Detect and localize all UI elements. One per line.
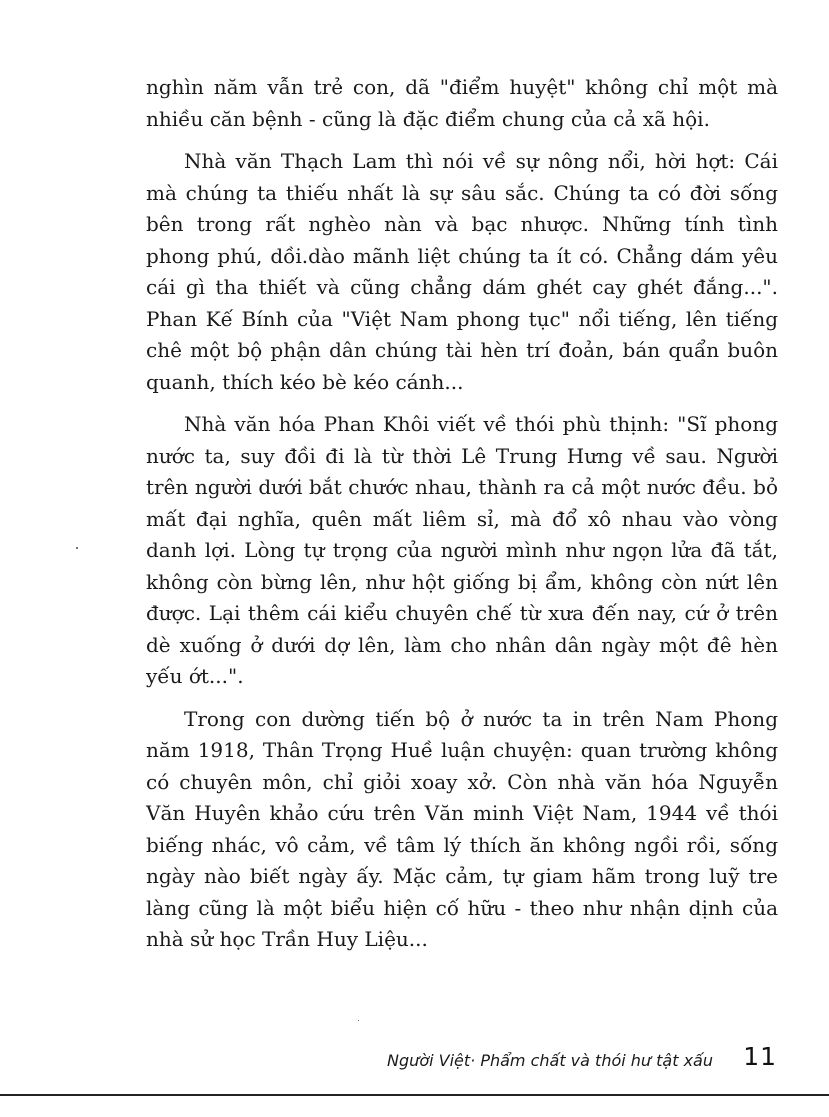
running-title: Người Việt· Phẩm chất và thói hư tật xấu <box>387 1051 713 1070</box>
page-number: 11 <box>743 1042 777 1071</box>
print-speck <box>358 1020 359 1021</box>
paragraph-2: Nhà văn Thạch Lam thì nói về sự nông nổi, hời hợt: Cái mà chúng ta thiếu nhất là sự sâu sắc. Chúng ta có đời sống bên trong rất nghèo nàn và bạc nhược. Những tính tình phong phú, dồi.dào mãnh liệt chúng ta ít có. Chẳng dám yêu cái gì tha thiết và cũng chẳng dám ghét cay ghét đắng...". Phan Kế Bính của "Việt Nam phong tục" nổi tiếng, lên tiếng chê một bộ phận dân chúng tài hèn trí đoản, bán quẩn buôn quanh, thích kéo bè kéo cánh... <box>146 149 778 394</box>
paragraph-4: Trong con dường tiến bộ ở nước ta in trên Nam Phong năm 1918, Thân Trọng Huề luận chuyện: quan trường không có chuyên môn, chỉ giỏi xoay xở. Còn nhà văn hóa Nguyễn Văn Huyên khảo cứu trên Văn minh Việt Nam, 1944 về thói biếng nhác, vô cảm, về tâm lý thích ăn không ngồi rồi, sống ngày nào biết ngày ấy. Mặc cảm, tự giam hãm trong luỹ tre làng cũng là một biểu hiện cố hữu - theo như nhận dịnh của nhà sử học Trần Huy Liệu... <box>146 706 778 951</box>
print-speck <box>76 547 78 549</box>
body-text <box>146 72 778 967</box>
paragraph-3: Nhà văn hóa Phan Khôi viết về thói phù thịnh: "Sĩ phong nước ta, suy đồi đi là từ thời Lê Trung Hưng về sau. Người trên người dưới bắt chước nhau, thành ra cả một nước đều. bỏ mất đại nghĩa, quên mất liêm sỉ, mà đổ xô nhau vào vòng danh lợi. Lòng tự trọng của người mình như ngọn lửa đã tắt, không còn bừng lên, như hột giống bị ẩm, không còn nứt lên được. Lại thêm cái kiểu chuyên chế từ xưa đến nay, cứ ở trên dè xuống ở dưới dợ lên, làm cho nhân dân ngày một đê hèn yếu ớt...". <box>146 412 778 688</box>
page-footer <box>0 1040 829 1080</box>
paragraph-1: nghìn năm vẫn trẻ con, dã "điểm huyệt" không chỉ một mà nhiều căn bệnh - cũng là đặc điểm chung của cả xã hội. <box>146 75 778 131</box>
scan-bottom-edge <box>0 1094 829 1117</box>
